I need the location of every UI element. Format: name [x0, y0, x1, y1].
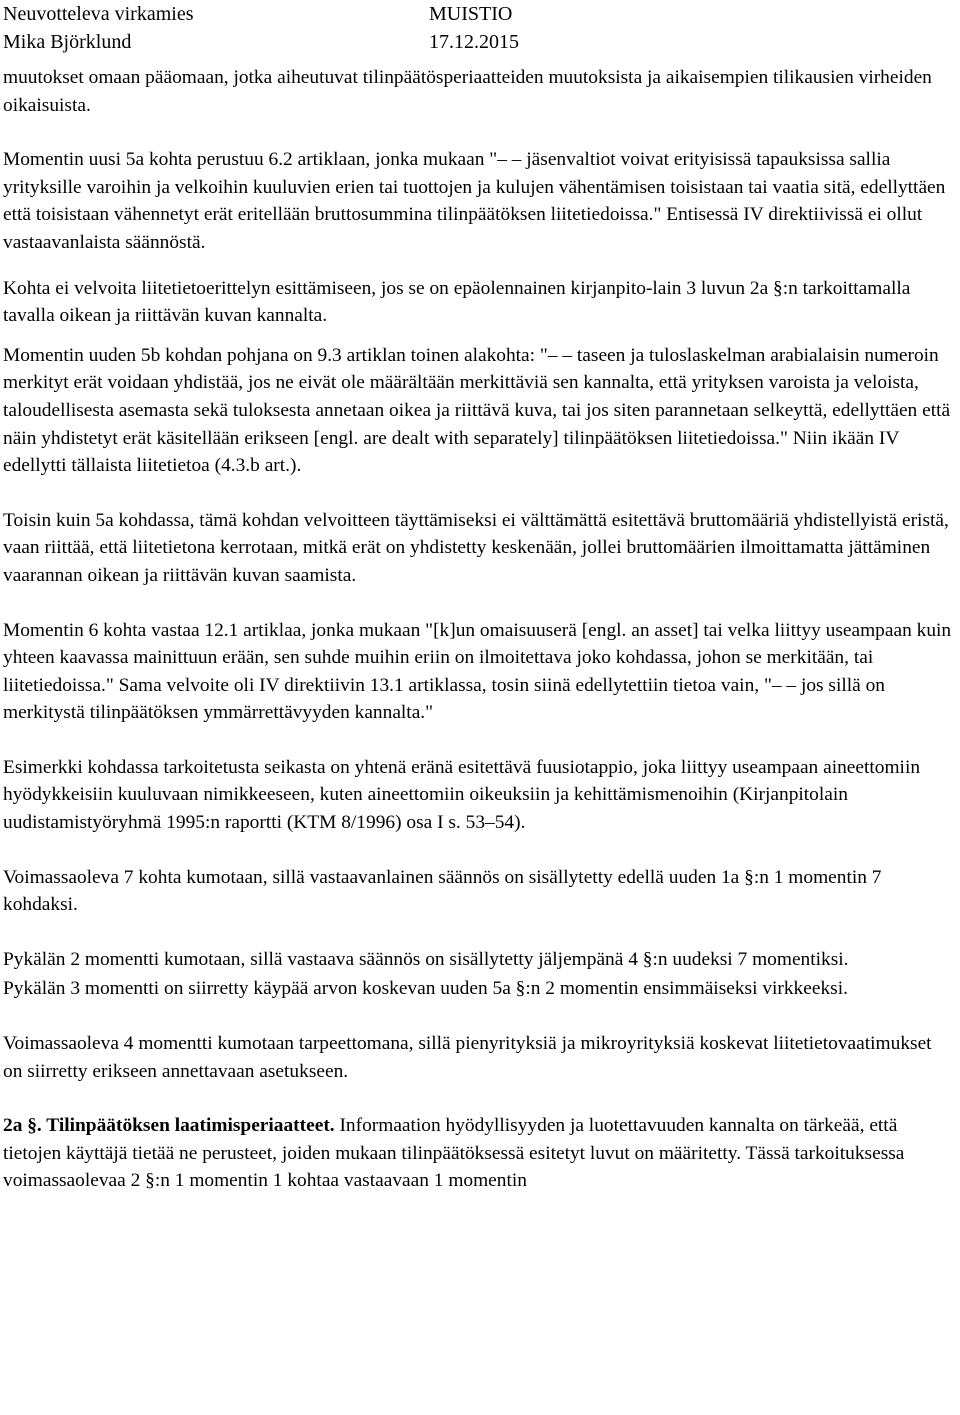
body-paragraph: Momentin uusi 5a kohta perustuu 6.2 artiklaan, jonka mukaan "– – jäsenvaltiot voivat erityisissä tapauksissa sallia yrityksille varoihin ja velkoihin kuuluvien erien tai tuottojen ja kulujen vähentämisen toisistaan tai vaatia sitä, edellyttäen että toisistaan vähennetyt erät eritellään bruttosummina tilinpäätöksen liitetiedoissa." Entisessä IV direktiivissä ei ollut vastaavanlaista säännöstä.: [3, 149, 946, 253]
body-paragraph: Kohta ei velvoita liitetietoerittelyn esittämiseen, jos se on epäolennainen kirjanpito-lain 3 luvun 2a §:n tarkoittamalla tavalla oikean ja riittävän kuvan kannalta.: [3, 277, 911, 327]
document-body: [3, 64, 953, 1195]
section-heading: 2a §. Tilinpäätöksen laatimisperiaatteet.: [3, 1115, 335, 1137]
section-paragraph: [3, 1112, 953, 1195]
section-text: Informaation hyödyllisyyden ja luotettavuuden kannalta on tärkeää, että tietojen käyttäjä tietää ne perusteet, joiden mukaan tilinpäätöksessä esitetyt luvut on määritetty. Tässä tarkoituksessa voimassaolevaa 2 §:n 1 momentin 1 kohtaa vastaavaan 1 momentin: [3, 1115, 905, 1192]
body-paragraph: Esimerkki kohdassa tarkoitetusta seikasta on yhtenä eränä esitettävä fuusiotappio, joka liittyy useampaan aineettomiin hyödykkeisiin kuuluvaan nimikkeeseen, kuten aineettomiin oikeuksiin ja kehittämismenoihin (Kirjanpitolain uudistamistyöryhmä 1995:n raportti (KTM 8/1996) osa I s. 53–54).: [3, 756, 921, 834]
header-date: 17.12.2015: [429, 31, 519, 53]
body-paragraph: Voimassaoleva 7 kohta kumotaan, sillä vastaavanlainen säännös on sisällytetty edellä uuden 1a §:n 1 momentin 7 kohdaksi.: [3, 866, 882, 916]
memo-header: [3, 0, 953, 56]
body-paragraph: Momentin 6 kohta vastaa 12.1 artiklaa, jonka mukaan "[k]un omaisuuserä [engl. an asset] tai velka liittyy useampaan kuin yhteen kaavassa mainittuun erään, sen suhde muihin eriin on ilmoitettava joko kohdassa, johon se merkitään, tai liitetiedoissa." Sama velvoite oli IV direktiivin 13.1 artiklassa, tosin siinä edellytettiin tietoa vain, "– – jos sillä on merkitystä tilinpäätöksen ymmärrettävyyden kannalta.": [3, 619, 952, 724]
document-page: [3, 0, 953, 1195]
body-paragraph: muutokset omaan pääomaan, jotka aiheutuvat tilinpäätösperiaatteiden muutoksista ja aikaisempien tilikausien virheiden oikaisuista.: [3, 67, 932, 116]
header-author: Mika Björklund: [3, 31, 132, 53]
body-paragraph: Pykälän 3 momentti on siirretty käypää arvon koskevan uuden 5a §:n 2 momentin ensimmäiseksi virkkeeksi.: [3, 978, 848, 1000]
body-paragraph: Voimassaoleva 4 momentti kumotaan tarpeettomana, sillä pienyrityksiä ja mikroyrityksiä koskevat liitetietovaatimukset on siirretty erikseen annettavaan asetukseen.: [3, 1033, 932, 1082]
body-paragraph: Momentin uuden 5b kohdan pohjana on 9.3 artiklan toinen alakohta: "– – taseen ja tuloslaskelman arabialaisin numeroin merkityt erät voidaan yhdistää, jos ne eivät ole määrältään merkittäviä sen kannalta, että yrityksen varoista ja veloista, taloudellisesta asemasta sekä tuloksesta annetaan oikea ja riittävä kuva, tai jos siten parannetaan selkeyttä, edellyttäen että näin yhdistetyt erät käsitellään erikseen [engl. are dealt with separately] tilinpäätöksen liitetiedoissa." Niin ikään IV edellytti tällaista liitetietoa (4.3.b art.).: [3, 344, 951, 477]
body-paragraph: Toisin kuin 5a kohdassa, tämä kohdan velvoitteen täyttämiseksi ei välttämättä esitettävä bruttomääriä yhdistellyistä eristä, vaan riittää, että liitetietona kerrotaan, mitkä erät on yhdistetty keskenään, jollei bruttomäärien ilmoittamatta jättäminen vaarannan oikean ja riittävän kuvan saamista.: [3, 509, 949, 586]
header-doc-type: MUISTIO: [429, 3, 513, 25]
body-paragraph: Pykälän 2 momentti kumotaan, sillä vastaava säännös on sisällytetty jäljempänä 4 §:n uudeksi 7 momentiksi.: [3, 948, 849, 970]
header-organization: Neuvotteleva virkamies: [3, 3, 194, 25]
